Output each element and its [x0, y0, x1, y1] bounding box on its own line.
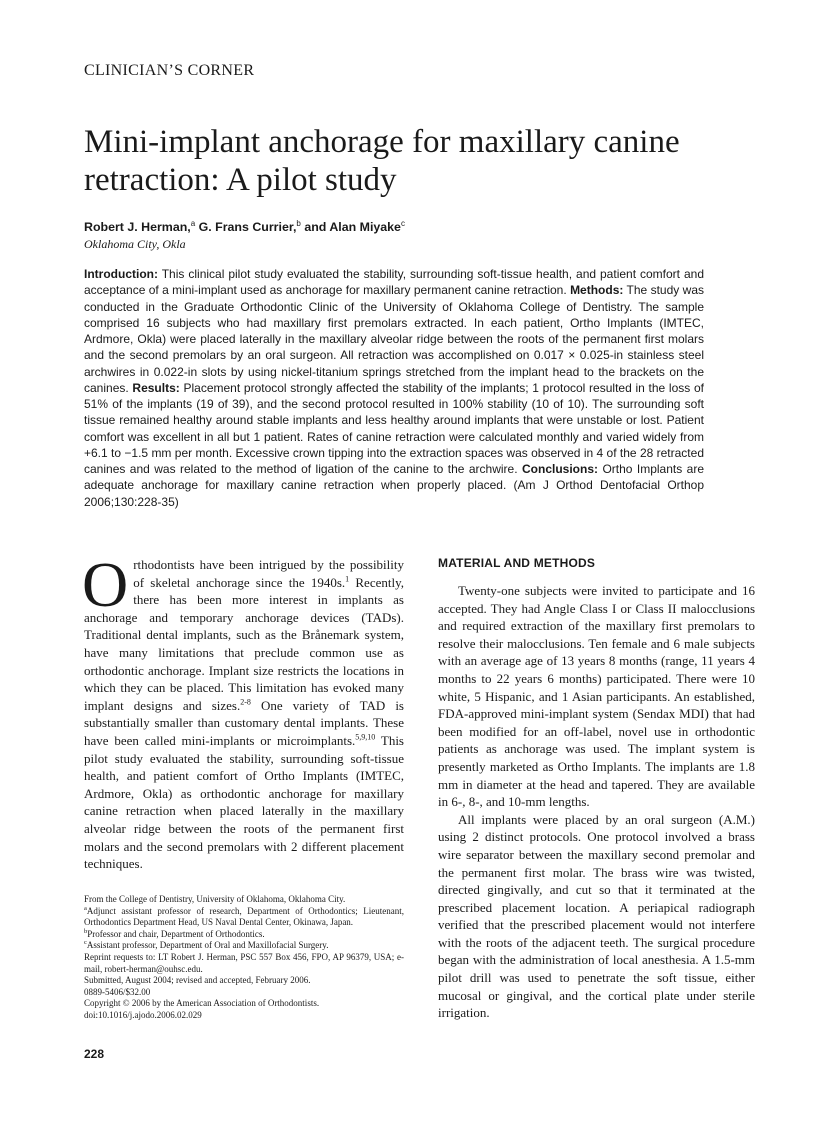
footnote-marker: b: [84, 927, 88, 935]
footnote-text: Assistant professor, Department of Oral and Maxillofacial Surgery.: [86, 940, 329, 951]
author-miyake: and Alan Miyake: [300, 220, 401, 235]
abstract-label: Introduction:: [84, 267, 158, 281]
section-label: CLINICIAN’S CORNER: [84, 62, 255, 79]
footnote-doi[interactable]: doi:10.1016/j.ajodo.2006.02.029: [84, 1009, 202, 1020]
drop-cap: O: [82, 549, 129, 620]
author-sup: a: [190, 219, 196, 228]
body-text: rthodontists have been intrigued by the possibility of skeletal anchorage since the 1940s.: [133, 557, 404, 590]
footnote-text: Professor and chair, Department of Orthodontics.: [87, 928, 265, 939]
footnote-marker: c: [84, 939, 87, 947]
methods-paragraph: Twenty-one subjects were invited to participate and 16 accepted. They had Angle Class I or Class II malocclusions and required extraction of the maxillary first premolars to resolve their malocclusions. Ten female and 6 male subjects with an average age of 13 years 8 months (range, 11 years 4 months to 22 years 6 months) participated. There were 10 white, 5 Hispanic, and 1 Asian participants. An established, FDA-approved mini-implant system (Sendax MDI) that had been modified for an off-label, novel use in orthodontic patients as anchorage was used. The implant system is presently marketed as Ortho Implants. The implants are 1.8 mm in diameter at the head and tapered. They are available in 6-, 8-, and 10-mm lengths.: [438, 583, 755, 810]
abstract-text: Ortho Implants are adequate anchorage for maxillary canine retraction when properly placed. (Am J Orthod Dentofacial Orthop 2006;130:228-35): [84, 462, 705, 509]
author-list: [84, 219, 405, 234]
footnote-a: [84, 906, 404, 929]
abstract: [84, 266, 704, 510]
methods-heading: MATERIAL AND METHODS: [438, 556, 596, 570]
methods-column: [438, 556, 755, 1022]
footnote-text: Adjunct assistant professor of research, Department of Orthodontics; Lieutenant, Orthodontics Department Head, US Naval Dental Center, Okinawa, Japan.: [84, 905, 404, 928]
footnote-c: [84, 940, 404, 952]
footnote-marker: a: [84, 904, 87, 912]
footnotes: [84, 894, 404, 1022]
abstract-label: Methods:: [570, 283, 624, 298]
article-title: Mini-implant anchorage for maxillary canine retraction: A pilot study: [84, 124, 680, 198]
abstract-label: Conclusions:: [522, 462, 599, 476]
footnote-b: [84, 929, 404, 941]
reference-link[interactable]: 2-8: [240, 697, 251, 707]
footnote-issn: 0889-5406/$32.00: [84, 986, 151, 997]
methods-paragraph: All implants were placed by an oral surgeon (A.M.) using 2 distinct protocols. One protocol involved a brass wire separator between the maxillary second premolar and the permanent first molar. The brass wire was twisted, directed gingivally, and cut so that it terminated at the prescribed placement location. A periapical radiograph verified that the prescribed placement would not interfere with the roots of the adjacent teeth. The surgical procedure began with the administration of local anesthesia. A 1.5-mm pilot drill was used to penetrate the soft tissue, either mucosal or gingival, and the cortical plate under sterile irrigation.: [438, 811, 755, 1021]
footnote-copyright: Copyright © 2006 by the American Association of Orthodontists.: [84, 998, 320, 1009]
author-sup: b: [296, 219, 301, 228]
author-currier: G. Frans Currier,: [195, 220, 297, 235]
body-text: Recently, there has been more interest in implants as anchorage and temporary anchorage devices (TADs). Traditional dental implants, such as the Brånemark system, have many limitations that preclude common use as orthodontic anchorage. Implant size restricts the locations in which they can be placed. This limitation has evoked many implant designs and sizes.: [84, 574, 404, 713]
abstract-label: Results:: [132, 380, 180, 395]
abstract-text: Placement protocol strongly affected the stability of the implants; 1 protocol resulted in the loss of 51% of the implants (19 of 39), and the second protocol resulted in 100% stability (10 of 10). The surrounding soft tissue remained healthy around stable implants and less healthy around implants that were unstable or lost. Patient comfort was excellent in all but 1 patient. Rates of canine retraction were calculated monthly and varied widely from +6.1 to −1.5 mm per month. Excessive crown tipping into the extraction spaces was observed in 4 of the 28 retracted canines and was related to the method of ligation of the canine to the archwire.: [84, 380, 704, 476]
abstract-text: This clinical pilot study evaluated the stability, surrounding soft-tissue health, and patient comfort and acceptance of a mini-implant used as anchorage for maxillary permanent canine retraction.: [84, 267, 704, 298]
body-text: One variety of TAD is substantially smaller than customary dental implants. These have been called mini-implants or microimplants.: [84, 697, 404, 748]
reference-link[interactable]: 5,9,10: [355, 732, 376, 742]
body-text: This pilot study evaluated the stability, surrounding soft-tissue health, and patient comfort of Ortho Implants (IMTEC, Ardmore, Okla) as orthodontic anchorage for maxillary canine retraction when placed laterally in the maxillary alveolar ridge between the roots of the permanent first molars and the second premolars with 2 different placement techniques.: [84, 732, 404, 872]
page-number: 228: [84, 1047, 105, 1061]
introduction-paragraph: [82, 549, 404, 873]
footnote-submitted: Submitted, August 2004; revised and accepted, February 2006.: [84, 975, 311, 986]
reference-link[interactable]: 1: [345, 574, 350, 584]
abstract-text: The study was conducted in the Graduate Orthodontic Clinic of the University of Oklahoma College of Dentistry. The sample comprised 16 subjects who had maxillary first premolars extracted. In each patient, Ortho Implants (IMTEC, Ardmore, Okla) were placed laterally in the maxillary alveolar ridge between the roots of the permanent first molars and the second premolars by an oral surgeon. All retraction was accomplished on 0.017 × 0.025-in stainless steel archwires in 0.022-in slots by using nickel-titanium springs stretched from the implant head to the brackets on the canines.: [84, 283, 704, 395]
author-affiliation: Oklahoma City, Okla: [84, 237, 186, 251]
footnote-from: From the College of Dentistry, University of Oklahoma, Oklahoma City.: [84, 894, 346, 904]
author-herman: Robert J. Herman,: [84, 220, 191, 235]
author-sup: c: [400, 219, 405, 228]
footnote-reprint: Reprint requests to: LT Robert J. Herman, PSC 557 Box 456, FPO, AP 96379, USA; e-mail, robert-herman@ouhsc.edu.: [84, 951, 404, 974]
